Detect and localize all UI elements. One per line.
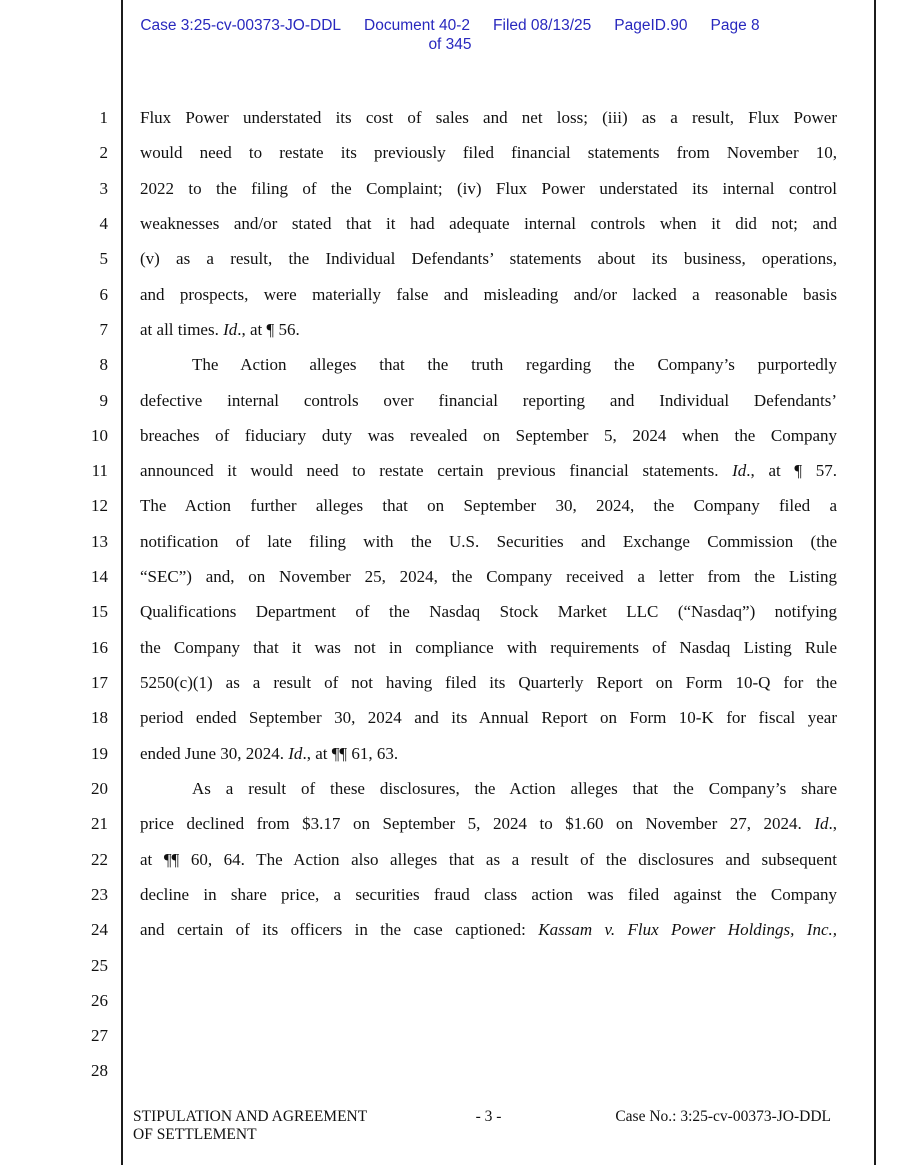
line-number-20: 20 xyxy=(91,778,108,798)
document-line-15 xyxy=(140,594,837,629)
document-line-19 xyxy=(140,736,837,771)
body-text: would need to restate its previously filed financial statements from November 10, xyxy=(140,143,837,163)
line-number-10: 10 xyxy=(91,425,108,445)
body-text: defective internal controls over financial reporting and Individual Defendants’ xyxy=(140,390,837,410)
body-text: notification of late filing with the U.S. Securities and Exchange Commission (the xyxy=(140,531,837,551)
line-number-27: 27 xyxy=(91,1026,108,1046)
document-line-18 xyxy=(140,700,837,735)
line-number-26: 26 xyxy=(91,990,108,1010)
line-number-18: 18 xyxy=(91,708,108,728)
document-line-14 xyxy=(140,559,837,594)
line-number-6: 6 xyxy=(99,284,108,304)
case-header-line1 xyxy=(0,16,900,35)
document-number-stamp: Document 40-2 xyxy=(364,17,471,34)
body-text: decline in share price, a securities fraud class action was filed against the Company xyxy=(140,884,837,904)
body-text: at all times. xyxy=(140,319,224,339)
line-number-column xyxy=(0,100,108,1089)
document-line-3 xyxy=(140,171,837,206)
pageid-stamp: PageID.90 xyxy=(614,17,688,34)
document-line-2 xyxy=(140,135,837,170)
line-number-16: 16 xyxy=(91,637,108,657)
italic-citation-text: Id xyxy=(223,319,238,339)
document-line-21 xyxy=(140,806,837,841)
document-line-7 xyxy=(140,312,837,347)
italic-citation-text: Id xyxy=(814,814,829,834)
document-line-22 xyxy=(140,842,837,877)
page-number-stamp: Page 8 xyxy=(710,17,760,34)
document-line-9 xyxy=(140,383,837,418)
document-line-8 xyxy=(140,347,837,382)
line-number-8: 8 xyxy=(99,355,108,375)
document-line-11 xyxy=(140,453,837,488)
line-number-17: 17 xyxy=(91,673,108,692)
body-text: 2022 to the filing of the Complaint; (iv) Flux Power understated its internal control xyxy=(140,178,837,198)
footer-title-line2: OF SETTLEMENT xyxy=(133,1126,257,1143)
line-number-21: 21 xyxy=(91,814,108,834)
line-number-9: 9 xyxy=(99,390,108,410)
document-line-5 xyxy=(140,241,837,276)
document-line-24 xyxy=(140,912,837,947)
line-number-12: 12 xyxy=(91,496,108,516)
line-number-25: 25 xyxy=(91,955,108,975)
line-number-28: 28 xyxy=(91,1061,108,1081)
line-number-3: 3 xyxy=(99,178,108,198)
body-text: The Action alleges that the truth regarding the Company’s purportedly xyxy=(192,355,837,375)
footer-title-line1: STIPULATION AND AGREEMENT xyxy=(133,1108,368,1125)
body-text: ., at ¶ 57. xyxy=(746,461,837,481)
document-line-17 xyxy=(140,665,837,700)
document-line-13 xyxy=(140,524,837,559)
line-number-22: 22 xyxy=(91,849,108,869)
line-number-2: 2 xyxy=(99,143,108,163)
line-number-15: 15 xyxy=(91,602,108,622)
line-number-19: 19 xyxy=(91,743,108,763)
line-number-23: 23 xyxy=(91,884,108,904)
left-double-rule xyxy=(121,0,123,1165)
body-text: the Company that it was not in compliance with requirements of Nasdaq Listing Rule xyxy=(140,637,837,657)
line-number-24: 24 xyxy=(91,920,108,940)
document-line-4 xyxy=(140,206,837,241)
body-text-column xyxy=(140,100,837,948)
document-line-23 xyxy=(140,877,837,912)
line-number-1: 1 xyxy=(99,108,108,127)
document-line-20 xyxy=(140,771,837,806)
body-text: and prospects, were materially false and misleading and/or lacked a reasonable basis xyxy=(140,284,837,304)
right-rule xyxy=(874,0,876,1165)
body-text: ., at ¶ 56. xyxy=(237,319,300,339)
italic-citation-text: Id xyxy=(732,461,747,481)
body-text: Flux Power understated its cost of sales and net loss; (iii) as a result, Flux Power xyxy=(140,108,837,127)
cmecf-case-header xyxy=(0,16,900,54)
document-line-16 xyxy=(140,630,837,665)
body-text: period ended September 30, 2024 and its Annual Report on Form 10-K for fiscal year xyxy=(140,708,837,728)
body-text: and certain of its officers in the case captioned: xyxy=(140,920,539,940)
body-text: ., at ¶¶ 61, 63. xyxy=(302,743,399,763)
line-number-7: 7 xyxy=(99,319,108,339)
body-text: 5250(c)(1) as a result of not having filed its Quarterly Report on Form 10-Q for the xyxy=(140,673,837,692)
line-number-13: 13 xyxy=(91,531,108,551)
document-line-12 xyxy=(140,488,837,523)
footer-case-number: Case No.: 3:25-cv-00373-JO-DDL xyxy=(615,1108,831,1125)
body-text: price declined from $3.17 on September 5, 2024 to $1.60 on November 27, 2024. xyxy=(140,814,815,834)
case-number-stamp: Case 3:25-cv-00373-JO-DDL xyxy=(140,17,342,34)
document-line-10 xyxy=(140,418,837,453)
body-text: As a result of these disclosures, the Action alleges that the Company’s share xyxy=(192,778,837,798)
body-text: ., xyxy=(828,814,837,834)
footer-page-number: - 3 - xyxy=(475,1108,502,1125)
body-text: The Action further alleges that on September 30, 2024, the Company filed a xyxy=(140,496,837,516)
body-text: ended June 30, 2024. xyxy=(140,743,289,763)
italic-citation-text: Id xyxy=(288,743,303,763)
body-text: at ¶¶ 60, 64. The Action also alleges that as a result of the disclosures and subsequent xyxy=(140,849,837,869)
body-text: “SEC”) and, on November 25, 2024, the Company received a letter from the Listing xyxy=(140,567,837,587)
document-line-1 xyxy=(140,100,837,135)
line-number-11: 11 xyxy=(91,461,108,481)
body-text: breaches of fiduciary duty was revealed on September 5, 2024 when the Company xyxy=(140,425,837,445)
body-text: Qualifications Department of the Nasdaq Stock Market LLC (“Nasdaq”) notifying xyxy=(140,602,837,622)
line-number-4: 4 xyxy=(99,213,108,233)
filed-date-stamp: Filed 08/13/25 xyxy=(493,17,592,34)
body-text: announced it would need to restate certain previous financial statements. xyxy=(140,461,733,481)
body-text: (v) as a result, the Individual Defendants’ statements about its business, operations, xyxy=(140,249,837,269)
line-number-5: 5 xyxy=(99,249,108,269)
page-count-stamp: of 345 xyxy=(428,36,472,53)
document-line-6 xyxy=(140,277,837,312)
line-number-14: 14 xyxy=(91,567,108,587)
italic-citation-text: Kassam v. Flux Power Holdings, Inc., xyxy=(538,920,837,940)
body-text: weaknesses and/or stated that it had adequate internal controls when it did not; and xyxy=(140,213,837,233)
